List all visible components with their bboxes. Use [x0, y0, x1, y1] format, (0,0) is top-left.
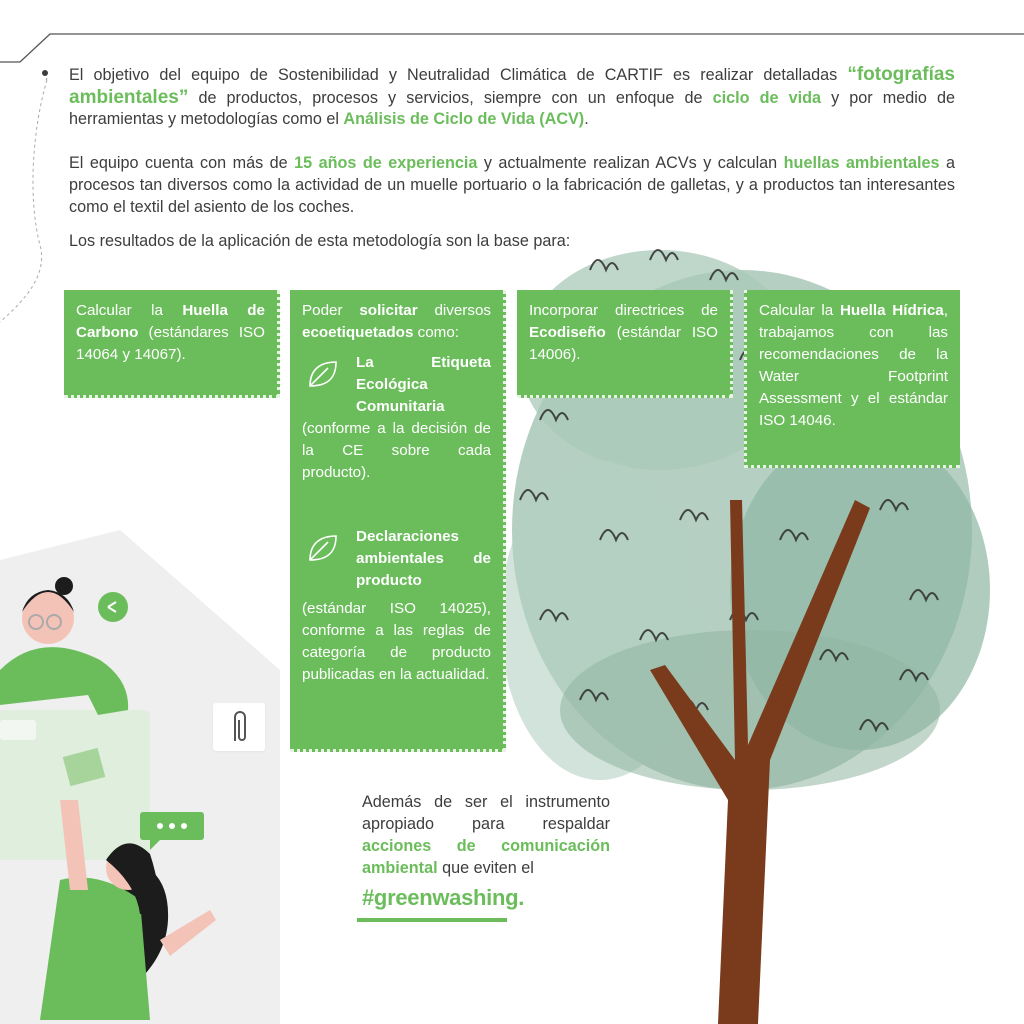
carbon-footprint-box: Calcular la Huella de Carbono (estándares ISO 14064 y 14067). [64, 290, 280, 398]
ecolabel-description: (conforme a la decisión de la CE sobre cada producto). [302, 420, 491, 481]
declarations-description: (estándar ISO 14025), conforme a las reglas de categoría de producto publicadas en la actualidad. [302, 600, 491, 683]
leaf-icon [302, 354, 342, 394]
ecolabel-title: La Etiqueta Ecológica Comunitaria [356, 354, 491, 415]
years-highlight: 15 años de experiencia [294, 154, 478, 172]
leaf-icon [302, 528, 342, 568]
fotografias-highlight: “fotografías ambientales” [69, 64, 955, 108]
water-footprint-box: Calcular la Huella Hídrica, trabajamos con las recomendaciones de la Water Footprint Assessment y el estándar ISO 14046. [744, 290, 960, 468]
closing-paragraph: Además de ser el instrumento apropiado para respaldar acciones de comunicación ambiental que eviten el [362, 793, 610, 877]
ecodesign-box: Incorporar directrices de Ecodiseño (estándar ISO 14006). [517, 290, 733, 398]
paperclip-card [213, 703, 265, 751]
declarations-title: Declaraciones ambientales de producto [356, 528, 491, 589]
list-bullet [42, 70, 48, 76]
acv-highlight: Análisis de Ciclo de Vida (ACV) [343, 110, 585, 128]
people-illustration [0, 520, 320, 1024]
intro-paragraph: El objetivo del equipo de Sostenibilidad y Neutralidad Climática de CARTIF es realizar detalladas “fotografías ambientales” de productos, procesos y servicios, siempre con un enfoque de ciclo de vida y por medio de herramientas y metodologías como el Análisis de Ciclo de Vida (ACV). [69, 64, 955, 128]
ecolabel-box: Poder solicitar diversos ecoetiquetados como: La Etiqueta Ecológica Comunitaria (conforme a la decisión de la CE sobre cada producto). Declaraciones ambientales de producto (estándar ISO 14025), conforme a las reglas de categoría de producto publicadas en la actualidad. [290, 290, 506, 752]
base-paragraph: Los resultados de la aplicación de esta metodología son la base para: [69, 232, 571, 250]
paperclip-icon [213, 703, 265, 751]
dashed-curve-decoration [0, 0, 80, 330]
hashtag-underline [357, 918, 507, 922]
ciclo-highlight: ciclo de vida [712, 88, 821, 107]
experience-paragraph: El equipo cuenta con más de 15 años de experiencia y actualmente realizan ACVs y calculan huellas ambientales a procesos tan diversos como la actividad de un muelle portuario o la fabricación de galletas, y a productos tan interesantes como el textil del asiento de los coches. [69, 154, 955, 216]
greenwashing-hashtag: #greenwashing. [362, 885, 525, 910]
huellas-highlight: huellas ambientales [783, 154, 940, 172]
